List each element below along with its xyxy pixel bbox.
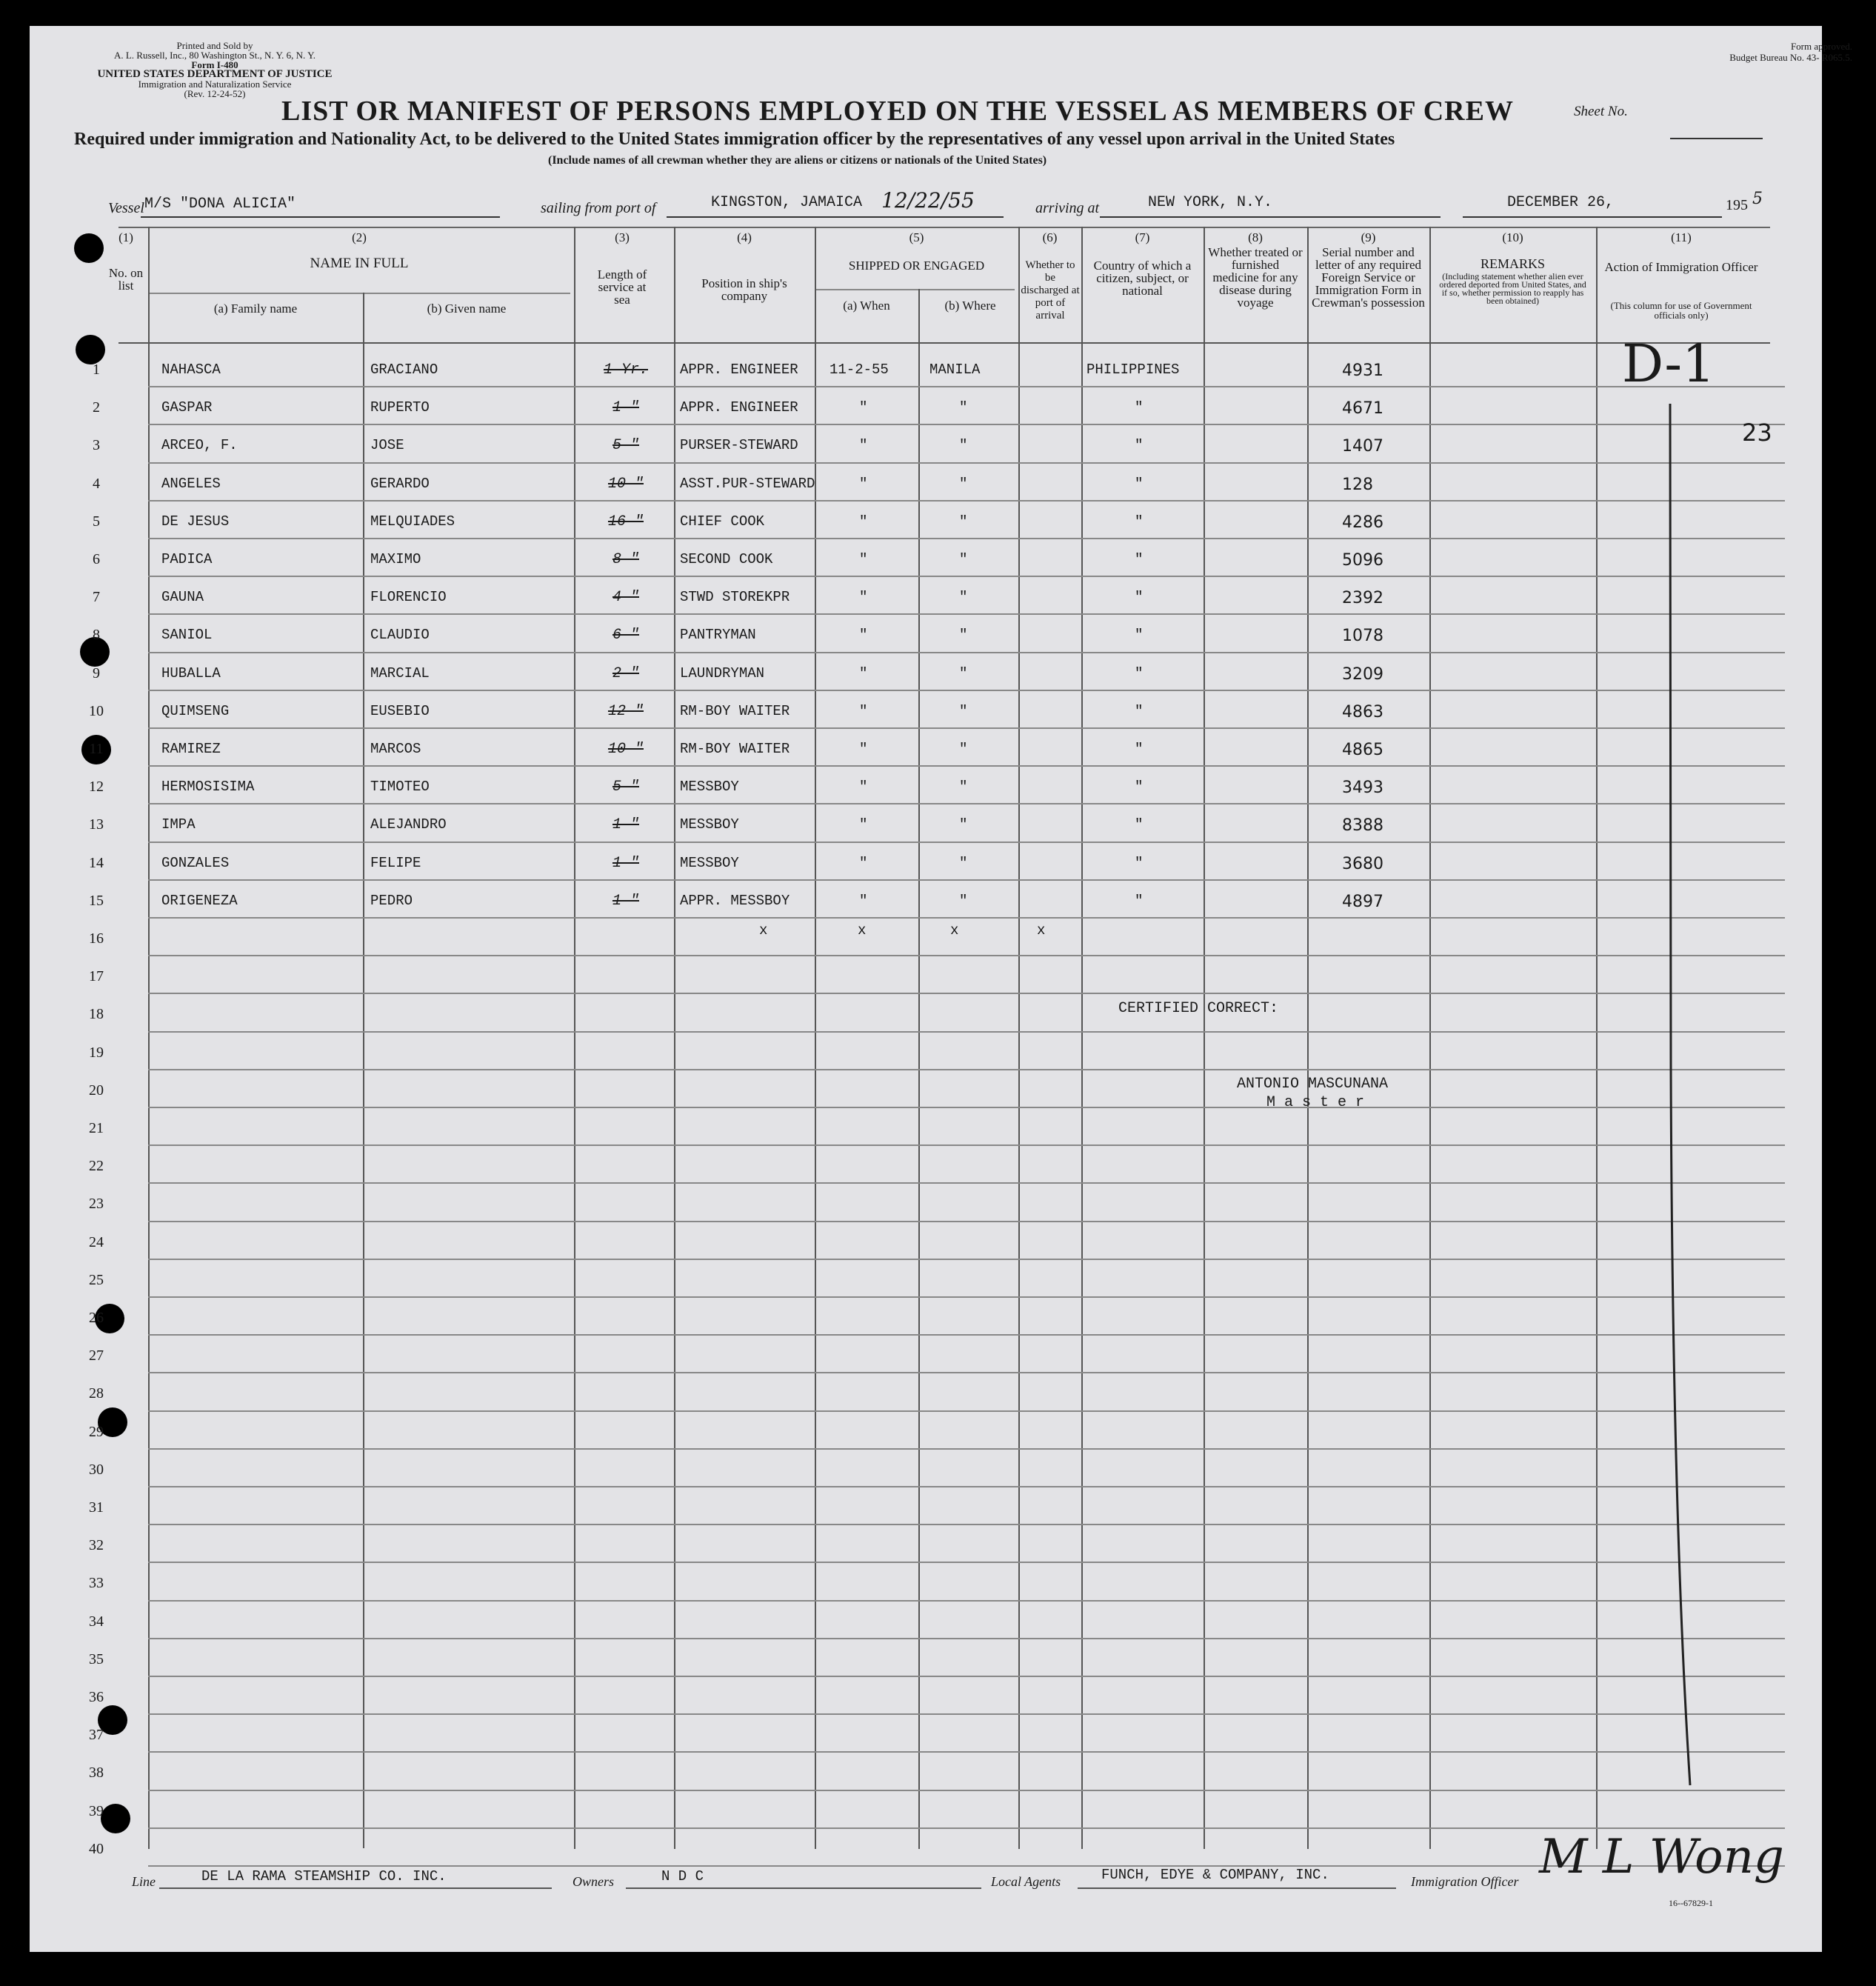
cell-family: HUBALLA: [161, 664, 221, 682]
cell-where: MANILA: [929, 361, 981, 378]
cell-family: GAUNA: [161, 589, 204, 606]
cell-serial: 8388: [1342, 816, 1383, 836]
row-line: [148, 803, 1785, 804]
cell-country: ": [1135, 702, 1144, 719]
cell-where: ": [959, 779, 968, 796]
col-num-8: (8): [1248, 230, 1263, 244]
row-line: [148, 1790, 1785, 1791]
row-line: [148, 1600, 1785, 1602]
row-line: [148, 613, 1785, 615]
cell-serial: 4931: [1342, 361, 1383, 380]
col-no-on-list: No. on list: [108, 266, 144, 293]
row-number: 33: [89, 1575, 104, 1592]
row-number: 31: [89, 1499, 104, 1516]
row-line: [148, 993, 1785, 994]
cell-when: ": [859, 399, 868, 416]
row-line: [148, 842, 1785, 843]
cell-position: CHIEF COOK: [680, 513, 765, 530]
cell-position: MESSBOY: [680, 854, 739, 871]
col-family-name: (a) Family name: [213, 301, 298, 316]
cell-given: GRACIANO: [370, 361, 438, 378]
row-line: [148, 1448, 1785, 1450]
officer-label: Immigration Officer: [1411, 1874, 1519, 1889]
cell-serial: 4897: [1342, 892, 1383, 911]
cell-serial: 1078: [1342, 627, 1383, 646]
row-number: 20: [89, 1082, 104, 1099]
col-num-5: (5): [909, 230, 924, 244]
col-name-in-full: NAME IN FULL: [310, 256, 409, 271]
cell-when: ": [859, 741, 868, 757]
cell-family: ANGELES: [161, 475, 221, 492]
agents-label: Local Agents: [991, 1874, 1061, 1889]
cell-service: 16 ": [607, 513, 644, 530]
row-line: [148, 1827, 1785, 1829]
cell-given: ALEJANDRO: [370, 816, 447, 833]
row-number: 10: [89, 702, 104, 719]
agents-underline: [1078, 1887, 1396, 1889]
row-number: 35: [89, 1650, 104, 1667]
cell-serial: 3209: [1342, 664, 1383, 684]
cell-given: TIMOTEO: [370, 779, 430, 796]
sailing-label: sailing from port of: [541, 200, 656, 216]
cell-where: ": [959, 892, 968, 909]
col-line: [1081, 227, 1083, 1849]
col-immigration-action: Action of Immigration Officer: [1604, 260, 1758, 274]
cell-family: HERMOSISIMA: [161, 779, 255, 796]
row-line: [148, 955, 1785, 956]
vessel-label: Vessel: [108, 200, 144, 216]
cell-family: DE JESUS: [161, 513, 230, 530]
row-line: [148, 1221, 1785, 1222]
instruction-note: (Include names of all crewman whether they are aliens or citizens or nationals of the United States): [548, 154, 1047, 167]
subtitle: Required under immigration and Nationality Act, to be delivered to the United States immigration officer by the representatives of any vessel upon arrival in the United States: [74, 130, 1395, 149]
row-number: 36: [89, 1689, 104, 1705]
cell-country: ": [1135, 816, 1144, 833]
row-line: [148, 1486, 1785, 1487]
page-title: LIST OR MANIFEST OF PERSONS EMPLOYED ON THE VESSEL AS MEMBERS OF CREW: [281, 96, 1514, 127]
cell-serial: 3493: [1342, 779, 1383, 798]
cell-family: QUIMSENG: [161, 702, 230, 719]
cell-position: MESSBOY: [680, 816, 739, 833]
punch-hole: [74, 233, 104, 263]
port-line: [667, 216, 1004, 218]
cell-service: 1 Yr.: [603, 361, 648, 379]
local-agents: FUNCH, EDYE & COMPANY, INC.: [1101, 1867, 1329, 1883]
cell-when: ": [859, 702, 868, 719]
cell-where: ": [959, 627, 968, 644]
cell-serial: 3680: [1342, 854, 1383, 873]
cell-when: ": [859, 589, 868, 606]
cell-given: MAXIMO: [370, 551, 421, 567]
row-line: [148, 1259, 1785, 1260]
owners-value: N D C: [661, 1868, 704, 1885]
cell-country: ": [1135, 854, 1144, 871]
action-column-pen-line: [1659, 400, 1718, 1793]
line-label: Line: [132, 1874, 156, 1889]
cell-when: 11-2-55: [829, 361, 889, 378]
cell-serial: 4865: [1342, 741, 1383, 759]
row-line: [148, 1410, 1785, 1412]
steamship-line: DE LA RAMA STEAMSHIP CO. INC.: [201, 1868, 447, 1885]
table-top-border: [118, 227, 1770, 228]
cell-position: RM-BOY WAITER: [680, 702, 790, 719]
cell-given: RUPERTO: [370, 399, 430, 416]
cell-family: IMPA: [161, 816, 196, 833]
row-line: [148, 424, 1785, 425]
cell-service: 10 ": [607, 741, 644, 758]
col-num-4: (4): [737, 230, 752, 244]
cell-given: FLORENCIO: [370, 589, 447, 606]
col-line: [1018, 227, 1020, 1849]
cell-family: NAHASCA: [161, 361, 221, 378]
cell-service: 12 ": [607, 702, 644, 720]
year-handwritten: 5: [1752, 190, 1763, 208]
cell-given: JOSE: [370, 437, 404, 454]
row-number: 24: [89, 1233, 104, 1250]
row-number: 3: [93, 437, 100, 454]
row16-discharged-mark: x: [1037, 922, 1046, 939]
service: Immigration and Naturalization Service: [138, 79, 292, 90]
row-number: 25: [89, 1271, 104, 1288]
cell-family: GASPAR: [161, 399, 213, 416]
cell-family: ORIGENEZA: [161, 892, 238, 909]
row-line: [148, 1713, 1785, 1715]
cell-service: 1 ": [612, 399, 639, 417]
cell-where: ": [959, 475, 968, 492]
cell-country: PHILIPPINES: [1086, 361, 1180, 378]
col-medicine: Whether treated or furnished medicine for any disease during voyage: [1208, 245, 1303, 310]
cell-country: ": [1135, 627, 1144, 644]
col-immigration-note: (This column for use of Government officials only): [1610, 300, 1752, 321]
col-remarks: REMARKS: [1480, 256, 1546, 271]
cell-when: ": [859, 892, 868, 909]
cell-given: PEDRO: [370, 892, 413, 909]
vessel-line: [141, 216, 500, 218]
arrival-date: DECEMBER 26,: [1507, 194, 1615, 211]
row-number: 37: [89, 1727, 104, 1744]
col-serial-number: Serial number and letter of any required Foreign Service or Immigration Form in Crewman's possession: [1312, 245, 1425, 310]
row-number: 6: [93, 551, 100, 567]
row-line: [148, 1107, 1785, 1108]
cell-position: STWD STOREKPR: [680, 589, 790, 606]
col-line: [1204, 227, 1205, 1849]
col-num-6: (6): [1042, 230, 1058, 244]
form-number: Form I-480: [191, 59, 238, 70]
vessel-name: M/S "DONA ALICIA": [144, 196, 296, 213]
master-title: M a s t e r: [1266, 1094, 1365, 1111]
arriving-label: arriving at: [1035, 200, 1100, 216]
col-num-11: (11): [1671, 230, 1692, 244]
cell-where: ": [959, 589, 968, 606]
cell-position: PURSER-STEWARD: [680, 437, 798, 454]
row-line: [148, 386, 1785, 387]
cell-given: GERARDO: [370, 475, 430, 492]
col-line: [148, 227, 150, 1849]
row-number: 27: [89, 1347, 104, 1364]
row-line: [148, 1676, 1785, 1677]
row-line: [148, 1751, 1785, 1753]
col-line: [1429, 227, 1431, 1849]
row-line: [148, 652, 1785, 653]
col-num-3: (3): [615, 230, 630, 244]
cell-position: PANTRYMAN: [680, 627, 756, 644]
cell-family: SANIOL: [161, 627, 213, 644]
row-line: [148, 1296, 1785, 1298]
cell-family: GONZALES: [161, 854, 230, 871]
line-underline: [159, 1887, 552, 1889]
cell-serial: 2392: [1342, 589, 1383, 608]
row-number: 17: [89, 968, 104, 985]
cell-position: MESSBOY: [680, 779, 739, 796]
row-number: 14: [89, 854, 104, 871]
row-number: 28: [89, 1385, 104, 1402]
sheet-number-label: Sheet No.: [1574, 104, 1628, 119]
col-country: Country of which a citizen, subject, or national: [1093, 259, 1192, 298]
crew-count: 23: [1742, 419, 1772, 447]
cell-service: 6 ": [612, 627, 639, 644]
cell-position: RM-BOY WAITER: [680, 741, 790, 757]
header-bottom-border: [118, 342, 1770, 344]
col-line: [815, 227, 816, 1849]
cell-family: PADICA: [161, 551, 213, 567]
row-line: [148, 879, 1785, 881]
row-number: 19: [89, 1044, 104, 1061]
row-line: [148, 462, 1785, 464]
printer-line: A. L. Russell, Inc., 80 Washington St., N. Y. 6, N. Y.: [113, 50, 316, 61]
cell-when: ": [859, 513, 868, 530]
col-line: [363, 293, 364, 1848]
punch-hole: [76, 335, 105, 364]
col-shipped-or-engaged: SHIPPED OR ENGAGED: [848, 259, 985, 273]
cell-given: CLAUDIO: [370, 627, 430, 644]
cell-serial: 4863: [1342, 702, 1383, 722]
row-line: [148, 765, 1785, 767]
cell-position: APPR. ENGINEER: [680, 399, 798, 416]
row-line: [148, 500, 1785, 502]
owners-underline: [626, 1887, 981, 1889]
col-position: Position in ship's company: [701, 276, 787, 303]
row-number: 8: [93, 627, 100, 644]
row-line: [148, 1031, 1785, 1033]
cell-service: 10 ": [607, 475, 644, 493]
row-number: 7: [93, 589, 100, 606]
cell-country: ": [1135, 664, 1144, 682]
row-number: 15: [89, 892, 104, 909]
col-num-10: (10): [1502, 230, 1523, 244]
row-line: [148, 1182, 1785, 1184]
col-given-name: (b) Given name: [427, 301, 507, 316]
cell-where: ": [959, 551, 968, 567]
certified-label: CERTIFIED CORRECT:: [1118, 1000, 1279, 1017]
master-name: ANTONIO MASCUNANA: [1237, 1076, 1389, 1093]
row-number: 32: [89, 1537, 104, 1554]
row-line: [148, 1334, 1785, 1336]
cell-serial: 128: [1342, 475, 1373, 494]
row-line: [148, 1524, 1785, 1525]
row-line: [148, 917, 1785, 919]
date-line: [1463, 216, 1722, 218]
cell-family: RAMIREZ: [161, 741, 221, 757]
cell-country: ": [1135, 551, 1144, 567]
name-divider: [148, 293, 570, 294]
cell-country: ": [1135, 741, 1144, 757]
cell-where: ": [959, 399, 968, 416]
cell-service: 1 ": [612, 854, 639, 872]
cell-when: ": [859, 551, 868, 567]
cell-service: 5 ": [612, 437, 639, 455]
cell-country: ": [1135, 437, 1144, 454]
cell-when: ": [859, 779, 868, 796]
row-line: [148, 1562, 1785, 1563]
print-code: 16--67829-1: [1669, 1898, 1713, 1908]
col-length-of-service: Length of service at sea: [597, 267, 647, 307]
row-number: 16: [89, 930, 104, 947]
manifest-page: [30, 26, 1822, 1952]
cell-when: ": [859, 437, 868, 454]
cell-when: ": [859, 664, 868, 682]
cell-service: 8 ": [612, 551, 639, 568]
cell-position: ASST.PUR-STEWARD: [680, 475, 815, 492]
cell-serial: 5096: [1342, 551, 1383, 570]
revision: (Rev. 12-24-52): [184, 88, 246, 99]
arrival-port: NEW YORK, N.Y.: [1148, 194, 1273, 211]
cell-family: ARCEO, F.: [161, 437, 238, 454]
row-number: 30: [89, 1461, 104, 1478]
cell-country: ": [1135, 399, 1144, 416]
cell-serial: 4671: [1342, 399, 1383, 419]
cell-position: APPR. ENGINEER: [680, 361, 798, 378]
cell-position: SECOND COOK: [680, 551, 773, 567]
action-stamp-d1: D-1: [1622, 333, 1715, 394]
col-shipped-when: (a) When: [843, 299, 890, 313]
row-number: 22: [89, 1158, 104, 1175]
row-number: 5: [93, 513, 100, 530]
row16-position-mark: x: [759, 922, 768, 939]
cell-position: APPR. MESSBOY: [680, 892, 790, 909]
cell-given: FELIPE: [370, 854, 421, 871]
cell-service: 1 ": [612, 816, 639, 834]
row-number: 34: [89, 1613, 104, 1630]
cell-given: MARCIAL: [370, 664, 430, 682]
cell-where: ": [959, 816, 968, 833]
row-line: [148, 690, 1785, 691]
row-line: [148, 538, 1785, 539]
row-line: [148, 1069, 1785, 1070]
cell-when: ": [859, 475, 868, 492]
row-number: 11: [89, 741, 104, 757]
cell-country: ": [1135, 475, 1144, 492]
cell-given: MARCOS: [370, 741, 421, 757]
cell-position: LAUNDRYMAN: [680, 664, 765, 682]
col-line: [1307, 227, 1309, 1849]
cell-service: 1 ": [612, 892, 639, 910]
row-line: [148, 1638, 1785, 1639]
officer-signature: M L Wong: [1539, 1830, 1784, 1885]
cell-given: MELQUIADES: [370, 513, 455, 530]
cell-where: ": [959, 741, 968, 757]
row-number: 12: [89, 779, 104, 796]
cell-country: ": [1135, 589, 1144, 606]
row-number: 40: [89, 1840, 104, 1857]
cell-where: ": [959, 513, 968, 530]
cell-country: ": [1135, 513, 1144, 530]
department: UNITED STATES DEPARTMENT OF JUSTICE: [97, 68, 333, 80]
col-num-1: (1): [118, 230, 133, 244]
departure-port: KINGSTON, JAMAICA: [711, 194, 863, 211]
cell-where: ": [959, 437, 968, 454]
cell-country: ": [1135, 892, 1144, 909]
cell-given: EUSEBIO: [370, 702, 430, 719]
cell-when: ": [859, 627, 868, 644]
row-number: 23: [89, 1196, 104, 1213]
cell-where: ": [959, 664, 968, 682]
col-remarks-note: (Including statement whether alien ever ordered deported from United States, and if so, whether permission to reapply has been obtained): [1439, 271, 1586, 306]
row-number: 21: [89, 1120, 104, 1136]
row-number: 1: [93, 361, 100, 378]
cell-where: ": [959, 702, 968, 719]
col-line: [574, 227, 575, 1849]
printer-block: [74, 41, 355, 99]
row-number: 2: [93, 399, 100, 416]
cell-service: 4 ": [612, 589, 639, 607]
col-num-2: (2): [352, 230, 367, 244]
col-shipped-where: (b) Where: [944, 299, 996, 313]
cell-when: ": [859, 816, 868, 833]
printer-line: Printed and Sold by: [176, 40, 253, 51]
row-number: 26: [89, 1310, 104, 1326]
col-discharged: Whether to be discharged at port of arrival: [1021, 259, 1080, 321]
row16-when-mark: x: [858, 922, 867, 939]
row-number: 38: [89, 1765, 104, 1782]
year-printed: 195: [1726, 197, 1748, 213]
row-number: 9: [93, 664, 100, 682]
cell-country: ": [1135, 779, 1144, 796]
sail-date: 12/22/55: [881, 188, 975, 213]
row16-where-mark: x: [950, 922, 959, 939]
row-number: 4: [93, 475, 100, 492]
row-line: [148, 576, 1785, 577]
row-number: 18: [89, 1006, 104, 1023]
shipped-divider: [815, 289, 1015, 290]
row-number: 29: [89, 1423, 104, 1440]
col-line: [1596, 227, 1598, 1849]
cell-service: 2 ": [612, 664, 639, 682]
cell-where: ": [959, 854, 968, 871]
cell-serial: 4286: [1342, 513, 1383, 532]
row-line: [148, 1372, 1785, 1373]
col-line: [674, 227, 675, 1849]
row-number: 13: [89, 816, 104, 833]
row-line: [148, 1144, 1785, 1146]
sheet-number-line: [1670, 138, 1763, 139]
row-line: [148, 727, 1785, 729]
col-num-9: (9): [1361, 230, 1376, 244]
form-approved: Form approved. Budget Bureau No. 43- R065.5.: [1729, 41, 1852, 63]
cell-serial: 1407: [1342, 437, 1383, 456]
cell-service: 5 ": [612, 779, 639, 796]
col-num-7: (7): [1135, 230, 1150, 244]
owners-label: Owners: [573, 1874, 615, 1889]
row-number: 39: [89, 1802, 104, 1819]
cell-when: ": [859, 854, 868, 871]
arrival-line: [1100, 216, 1441, 218]
